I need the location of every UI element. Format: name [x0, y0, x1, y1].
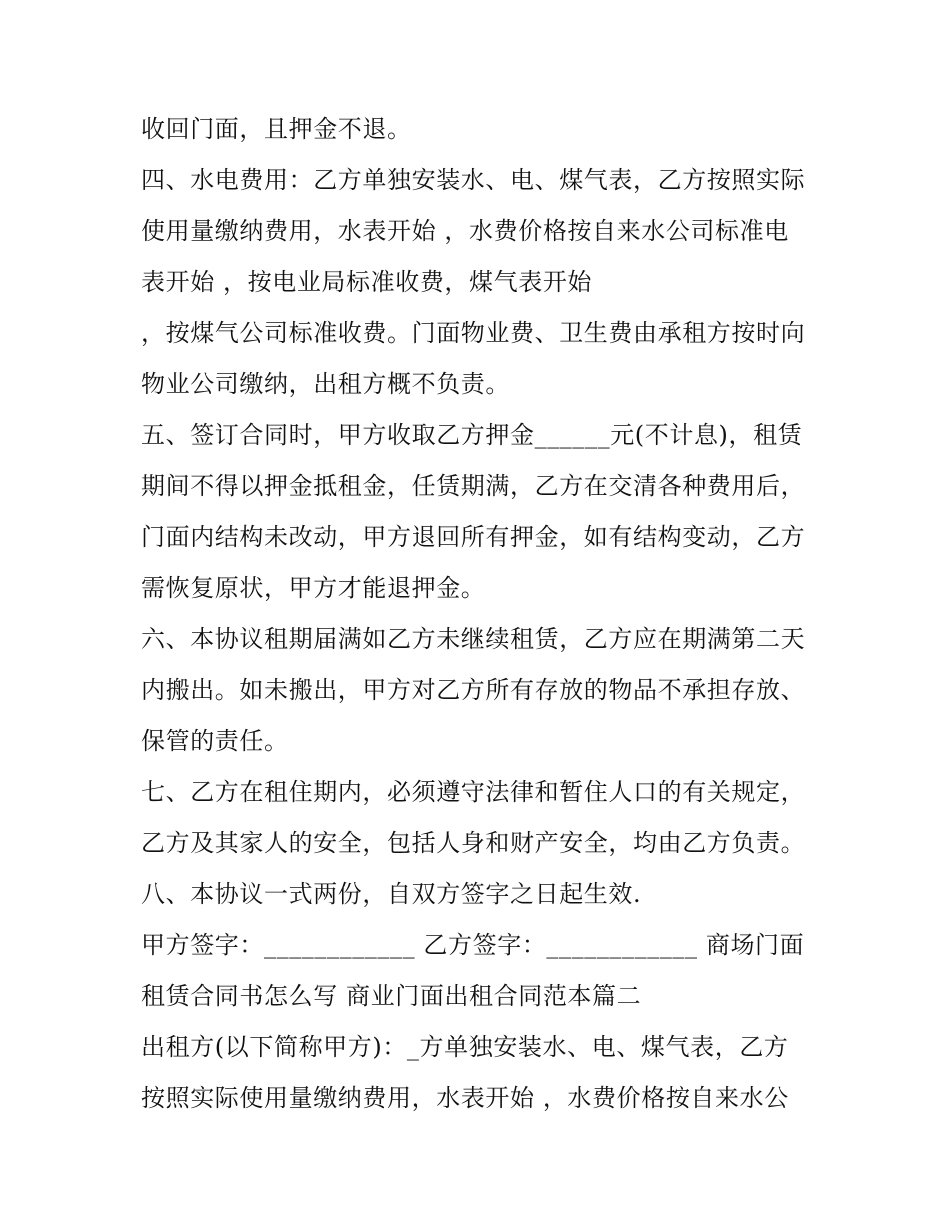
text-line: 六、本协议租期届满如乙方未继续租赁，乙方应在期满第二天: [141, 625, 806, 653]
text-line: 乙方及其家人的安全，包括人身和财产安全，均由乙方负责。: [141, 829, 806, 857]
signature-line: 甲方签字：____________ 乙方签字：____________ 商场门面: [141, 931, 805, 959]
text-line: 表开始 ，按电业局标准收费，煤气表开始: [141, 268, 593, 296]
text-line: 需恢复原状，甲方才能退押金。: [141, 574, 486, 602]
text-line: 门面内结构未改动，甲方退回所有押金，如有结构变动，乙方: [141, 523, 806, 551]
document-body: [141, 107, 821, 1127]
text-line: 保管的责任。: [141, 727, 289, 755]
text-line: ，按煤气公司标准收费。门面物业费、卫生费由承租方按时向: [141, 319, 806, 347]
text-line: 四、水电费用：乙方单独安装水、电、煤气表，乙方按照实际: [141, 166, 806, 194]
text-line: 七、乙方在租住期内，必须遵守法律和暂住人口的有关规定，: [141, 778, 806, 806]
text-line: 租赁合同书怎么写 商业门面出租合同范本篇二: [141, 982, 642, 1010]
text-line: 五、签订合同时，甲方收取乙方押金______元(不计息)，租赁: [141, 421, 803, 449]
text-line: 出租方(以下简称甲方)：_方单独安装水、电、煤气表，乙方: [141, 1033, 789, 1061]
text-line: 期间不得以押金抵租金，任赁期满，乙方在交清各种费用后，: [141, 472, 806, 500]
text-line: 按照实际使用量缴纳费用，水表开始 ，水费价格按自来水公: [141, 1084, 789, 1112]
text-line: 内搬出。如未搬出，甲方对乙方所有存放的物品不承担存放、: [141, 676, 806, 704]
text-line: 收回门面，且押金不退。: [141, 115, 412, 143]
text-line: 物业公司缴纳，出租方概不负责。: [141, 370, 510, 398]
text-line: 使用量缴纳费用，水表开始 ，水费价格按自来水公司标准电: [141, 217, 789, 245]
text-line: 八、本协议一式两份，自双方签字之日起生效.: [141, 880, 642, 908]
